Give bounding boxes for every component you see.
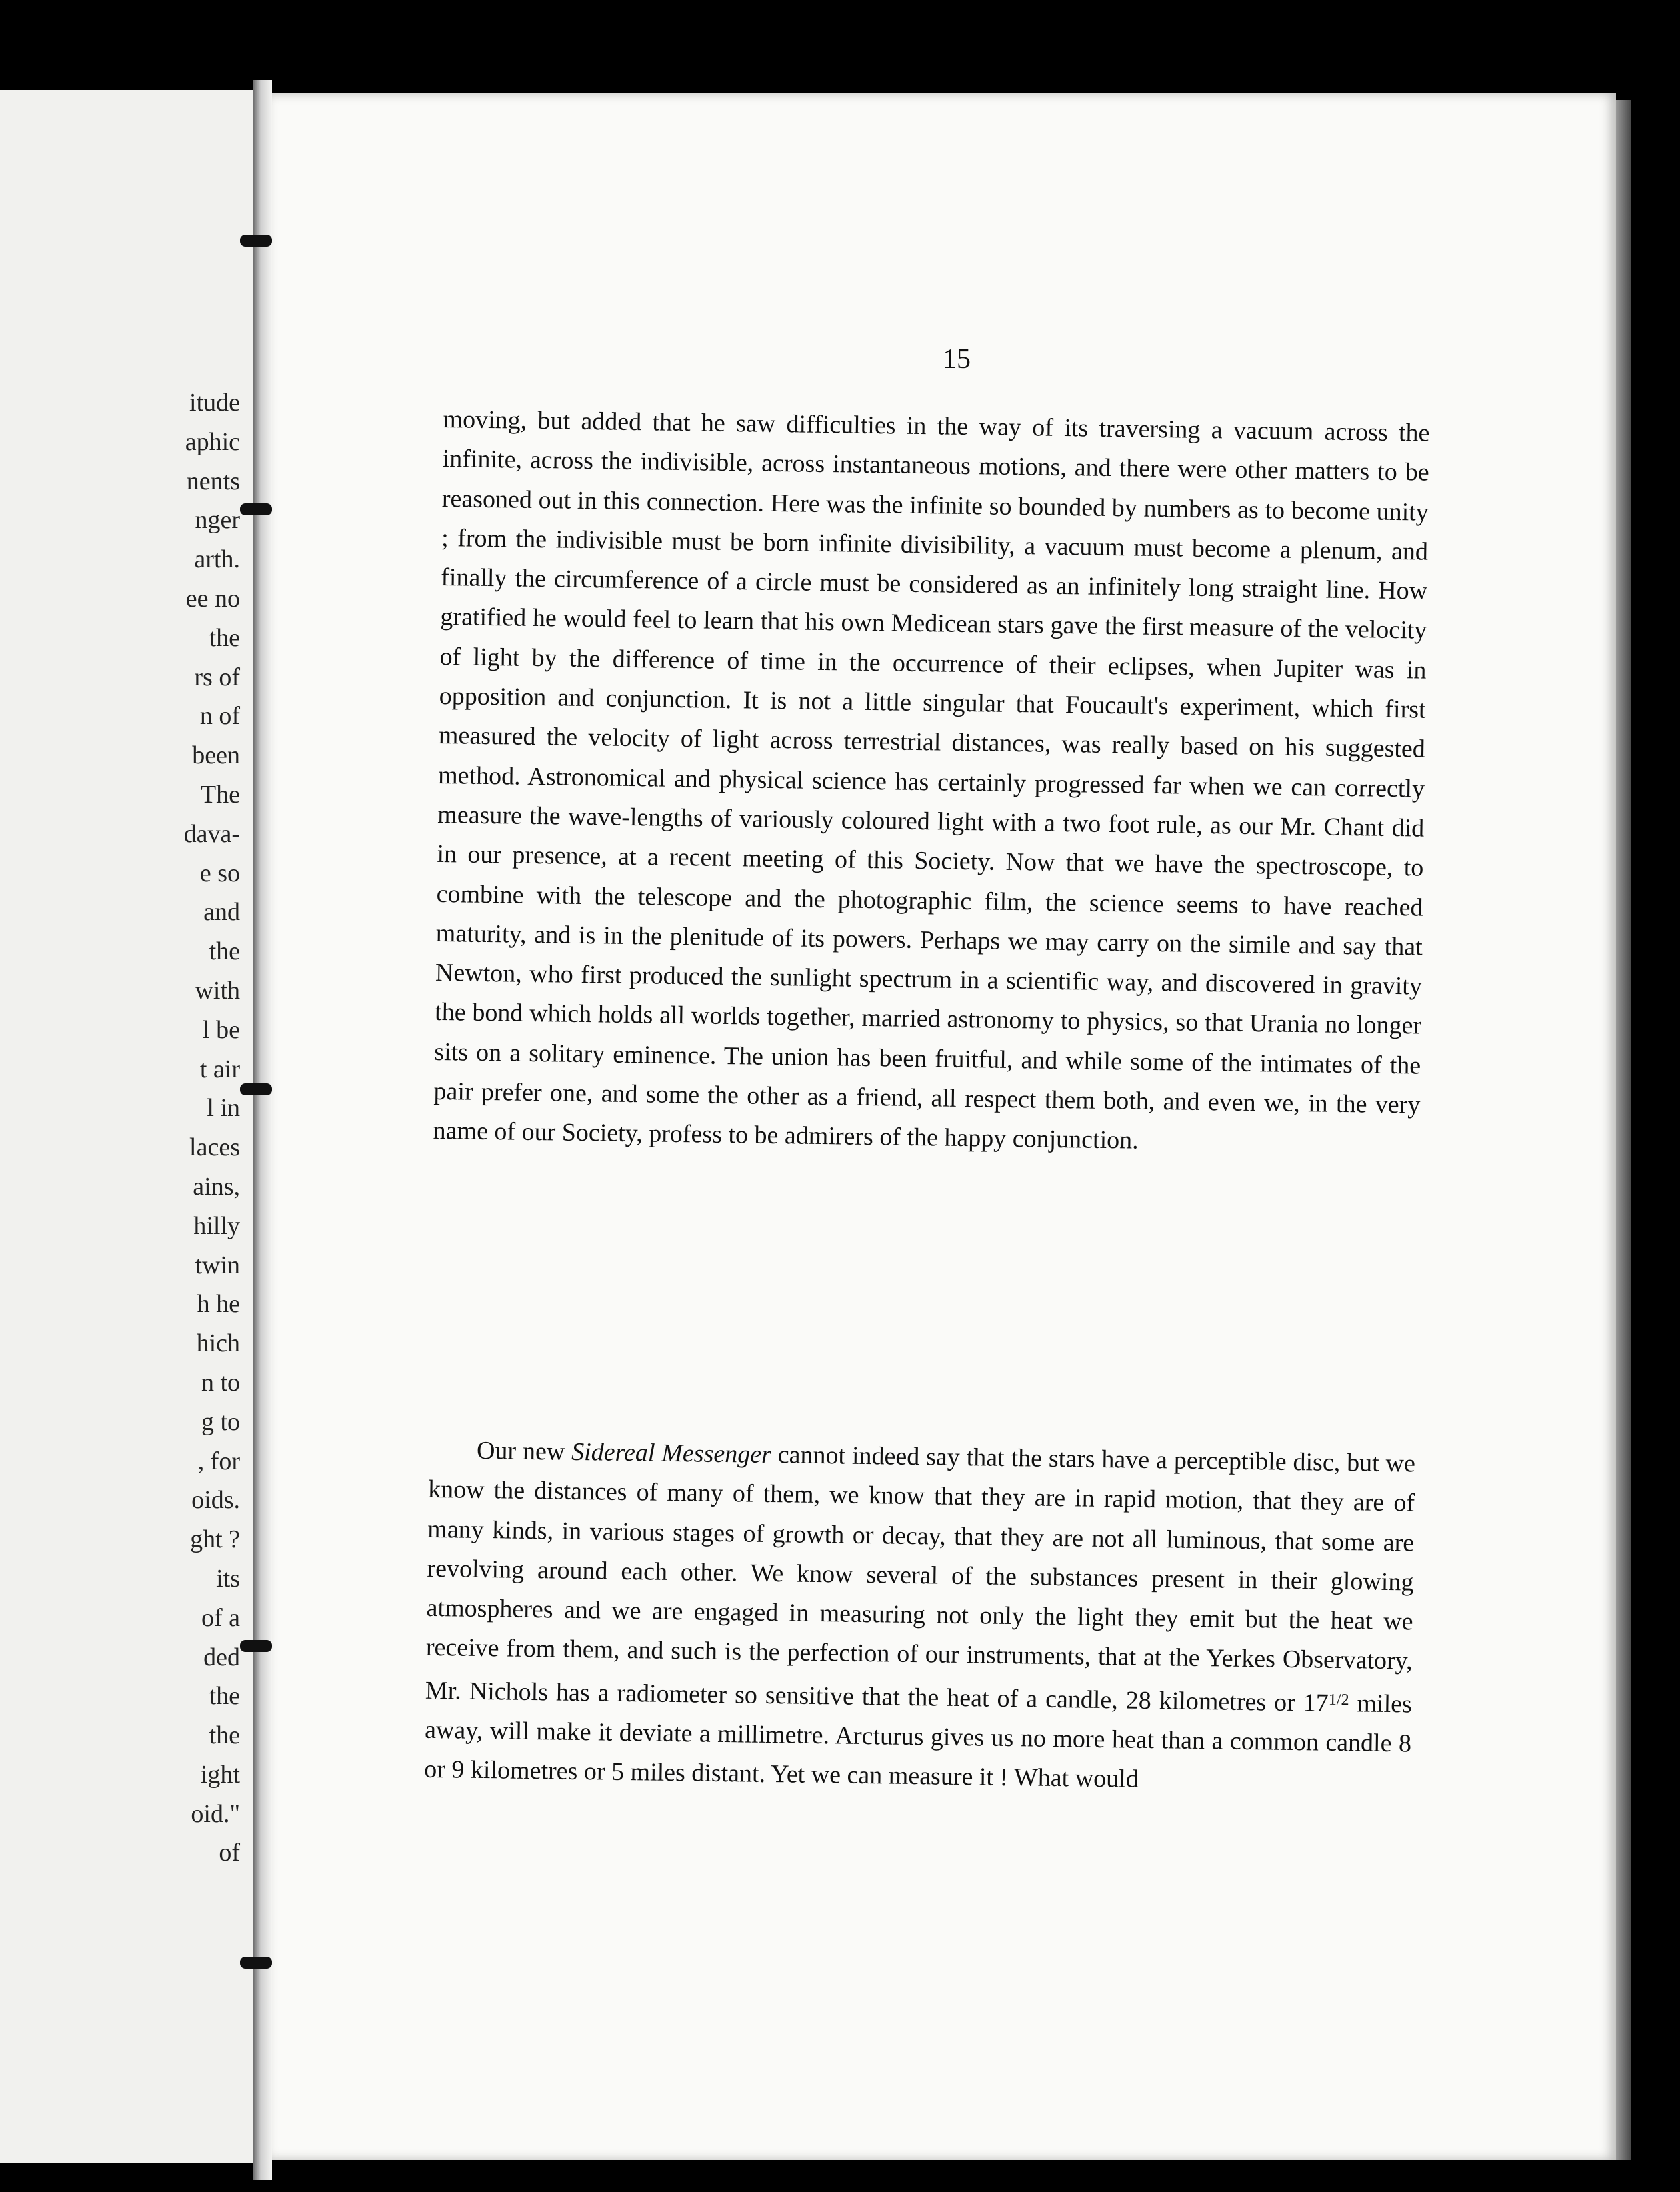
body-text [424, 400, 1430, 1803]
left-page-text-fragments [40, 383, 240, 1873]
fragment-line: g to [201, 1407, 240, 1436]
fragment-line: arth. [194, 545, 240, 574]
fragment-line: oids. [191, 1486, 240, 1515]
fragment-line: nents [186, 467, 240, 495]
fragment-line: , for [197, 1447, 240, 1475]
fragment-line: rs of [194, 663, 240, 691]
fragment-line: with [195, 976, 240, 1005]
binding-stitch [240, 1957, 272, 1969]
binding-stitch [240, 1640, 272, 1652]
paragraph-text: Our new [476, 1436, 565, 1466]
fragment-line: nger [195, 506, 240, 535]
page-right-edge [1616, 100, 1631, 2160]
fragment-line: twin [195, 1251, 240, 1279]
fragment-line: of a [201, 1603, 240, 1632]
fragment-line: oid." [191, 1799, 240, 1828]
fragment-line: aphic [185, 427, 240, 456]
fragment-line: ight [200, 1760, 240, 1789]
fragment-line: h he [197, 1290, 240, 1319]
fragment-line: laces [189, 1133, 240, 1162]
binding-gutter [253, 80, 272, 2180]
fragment-line: dava- [183, 819, 240, 848]
binding-stitch [240, 503, 272, 515]
fragment-line: ee no [185, 584, 240, 613]
page-number: 15 [943, 344, 971, 375]
fragment-line: hich [196, 1329, 240, 1358]
fragment-line: l in [207, 1094, 240, 1123]
fragment-line: t air [199, 1055, 240, 1083]
italic-title: Sidereal Messenger [571, 1437, 772, 1469]
fragment-line: hilly [193, 1211, 240, 1240]
fragment-line: the [209, 1682, 240, 1711]
fragment-line: the [209, 623, 240, 652]
fragment-line: the [209, 937, 240, 966]
fraction: 1/2 [1328, 1691, 1349, 1709]
fragment-line: itude [189, 389, 240, 417]
fragment-line: of [219, 1839, 240, 1867]
fragment-line: been [192, 741, 240, 770]
binding-stitch [240, 235, 272, 247]
paragraph-text: cannot indeed say that the stars have a perceptible disc, but we know the distances of many of them, we know that they are in rapid motion, that they are of many kinds, in various stages of growth or decay, that they are not all luminous, that some are revolving around each other. We know several of the substances present in their glowing atmospheres and we are engaged in measuring not only the light they emit but the heat we receive from them, and such is the perfection of our instruments, that at the Yerkes Observatory, Mr. Nichols has a radiometer so sensitive that the heat of a candle, 28 kilometres or 17 [425, 1441, 1416, 1717]
fragment-line: the [209, 1721, 240, 1750]
fragment-line: ded [203, 1643, 240, 1671]
fragment-line: ains, [193, 1172, 240, 1201]
fragment-line: The [200, 780, 240, 809]
left-facing-page [0, 90, 253, 2163]
fragment-line: and [203, 898, 240, 927]
paragraph: moving, but added that he saw difficulties in the way of its traversing a vacuum across the infinite, across the indivisible, across instantaneous motions, and there were other matters to be reasoned out in this connection. Here was the infinite so bounded by numbers as to become unity ; from the indivisible must be born infinite divisibility, a vacuum must become a plenum, and finally the circumference of a circle must be considered as an infinitely long straight line. How gratified he would feel to learn that his own Medicean stars gave the first measure of the velocity of light by the difference of time in the occurrence of their eclipses, when Jupiter was in opposition and conjunction. It is not a little singular that Foucault's experiment, which first measured the velocity of light across terrestrial distances, was really based on his suggested method. Astronomical and physical science has certainly progressed far when we can correctly measure the wave-lengths of variously coloured light with a two foot rule, as our Mr. Chant did in our presence, at a recent meeting of this Society. Now that we have the spectroscope, to combine with the telescope and the photographic film, the science seems to have reached maturity, and is in the plenitude of its powers. Perhaps we may carry on the simile and say that Newton, who first produced the sunlight spectrum in a scientific way, and discovered in gravity the bond which holds all worlds together, married astronomy to physics, so that Urania no longer sits on a solitary eminence. The union has been fruitful, and while some of the intimates of the pair prefer one, and some the other as a friend, all respect them both, and even we, in the very name of our Society, profess to be admirers of the happy conjunction. [433, 405, 1430, 1155]
fragment-line: ght ? [190, 1525, 240, 1554]
fragment-line: e so [199, 859, 240, 887]
fragment-line: l be [203, 1015, 240, 1044]
fragment-line: n of [199, 702, 240, 731]
paragraph-text: miles away, will make it deviate a millimetre. Arcturus gives us no more heat than a common candle 8 or 9 kilometres or 5 miles distant. Yet we can measure it ! What would [424, 1689, 1413, 1794]
paragraph [424, 1431, 1415, 1803]
fragment-line: n to [201, 1368, 240, 1397]
binding-stitch [240, 1083, 272, 1095]
fragment-line: its [216, 1564, 240, 1593]
